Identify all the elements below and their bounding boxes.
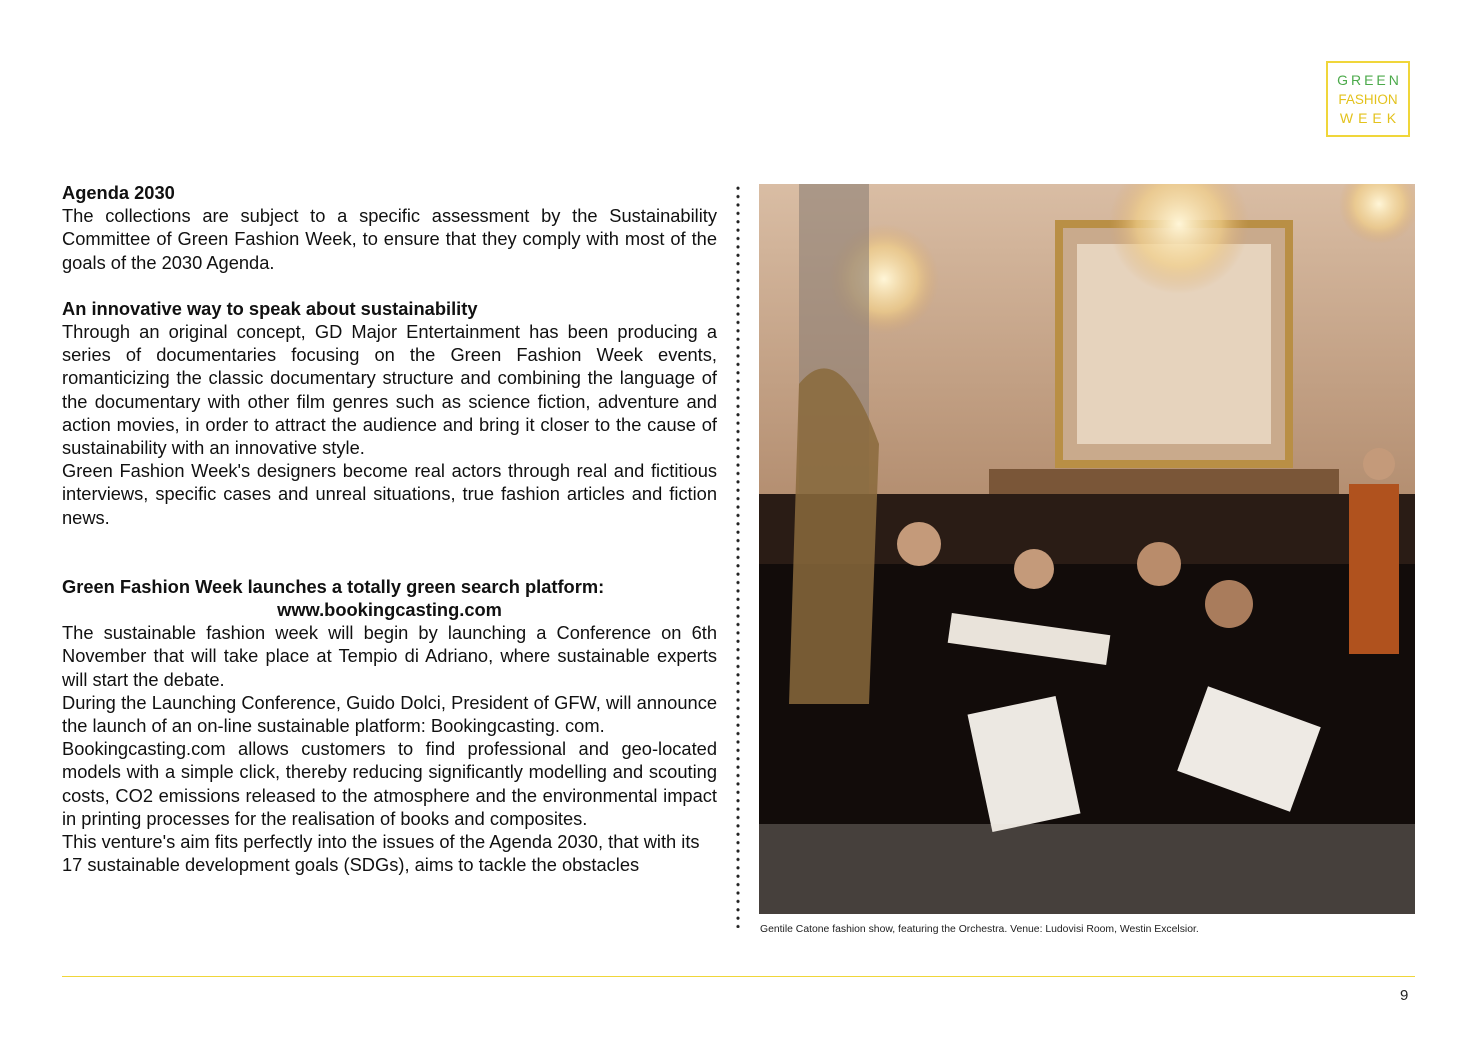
agenda-2030-heading: Agenda 2030 [62, 182, 175, 203]
innovative-way-heading: An innovative way to speak about sustainability [62, 297, 478, 319]
orchestra-fashion-show-photo [759, 184, 1415, 914]
page-number: 9 [1400, 987, 1409, 1004]
agenda-2030-paragraph: The collections are subject to a specific assessment by the Sustainability Committee of Green Fashion Week, to ensure that they comply with most of the goals of the 2030 Agenda. [62, 205, 717, 273]
photo-illustration [759, 184, 1415, 914]
logo-line-week: WEEK [1339, 109, 1402, 126]
bookingcasting-paragraph: Bookingcasting.com allows customers to find professional and geo-located models with a simple click, thereby reducing significantly modelling and scouting costs, CO2 emissions released to the atmosphere and the environmental impact in printing processes for the realisation of books and composites. [62, 738, 717, 829]
venture-paragraph: This venture's aim fits perfectly into the issues of the Agenda 2030, that with its 17 sustainable development goals (SDGs), aims to tackle the obstacles [62, 831, 700, 876]
platform-url-heading: www.bookingcasting.com [277, 599, 502, 621]
designers-paragraph: Green Fashion Week's designers become real actors through real and fictitious interviews, specific cases and unreal situations, true fashion articles and fiction news. [62, 460, 717, 528]
conference-paragraph: The sustainable fashion week will begin by launching a Conference on 6th November that will take place at Tempio di Adriano, where sustainable experts will start the debate. [62, 622, 717, 690]
footer-divider [62, 976, 1415, 977]
logo-line-fashion: FASHION [1338, 91, 1398, 107]
photo-caption: Gentile Catone fashion show, featuring the Orchestra. Venue: Ludovisi Room, Westin Excelsior. [760, 924, 1199, 935]
documentaries-paragraph: Through an original concept, GD Major Entertainment has been producing a series of documentaries focusing on the Green Fashion Week events, romanticizing the classic documentary structure and combining the language of the documentary with other film genres such as science fiction, adventure and action movies, in order to attract the audience and bring it closer to the cause of sustainability with an innovative style. [62, 321, 717, 459]
article-text-column [62, 181, 717, 876]
green-fashion-week-logo [1326, 61, 1410, 137]
launching-paragraph: During the Launching Conference, Guido Dolci, President of GFW, will announce the launch of an on-line sustainable platform: Bookingcasting. com. [62, 691, 717, 737]
logo-line-green: GREEN [1337, 71, 1402, 88]
platform-heading: Green Fashion Week launches a totally green search platform: [62, 575, 605, 597]
dotted-column-divider [736, 184, 740, 928]
